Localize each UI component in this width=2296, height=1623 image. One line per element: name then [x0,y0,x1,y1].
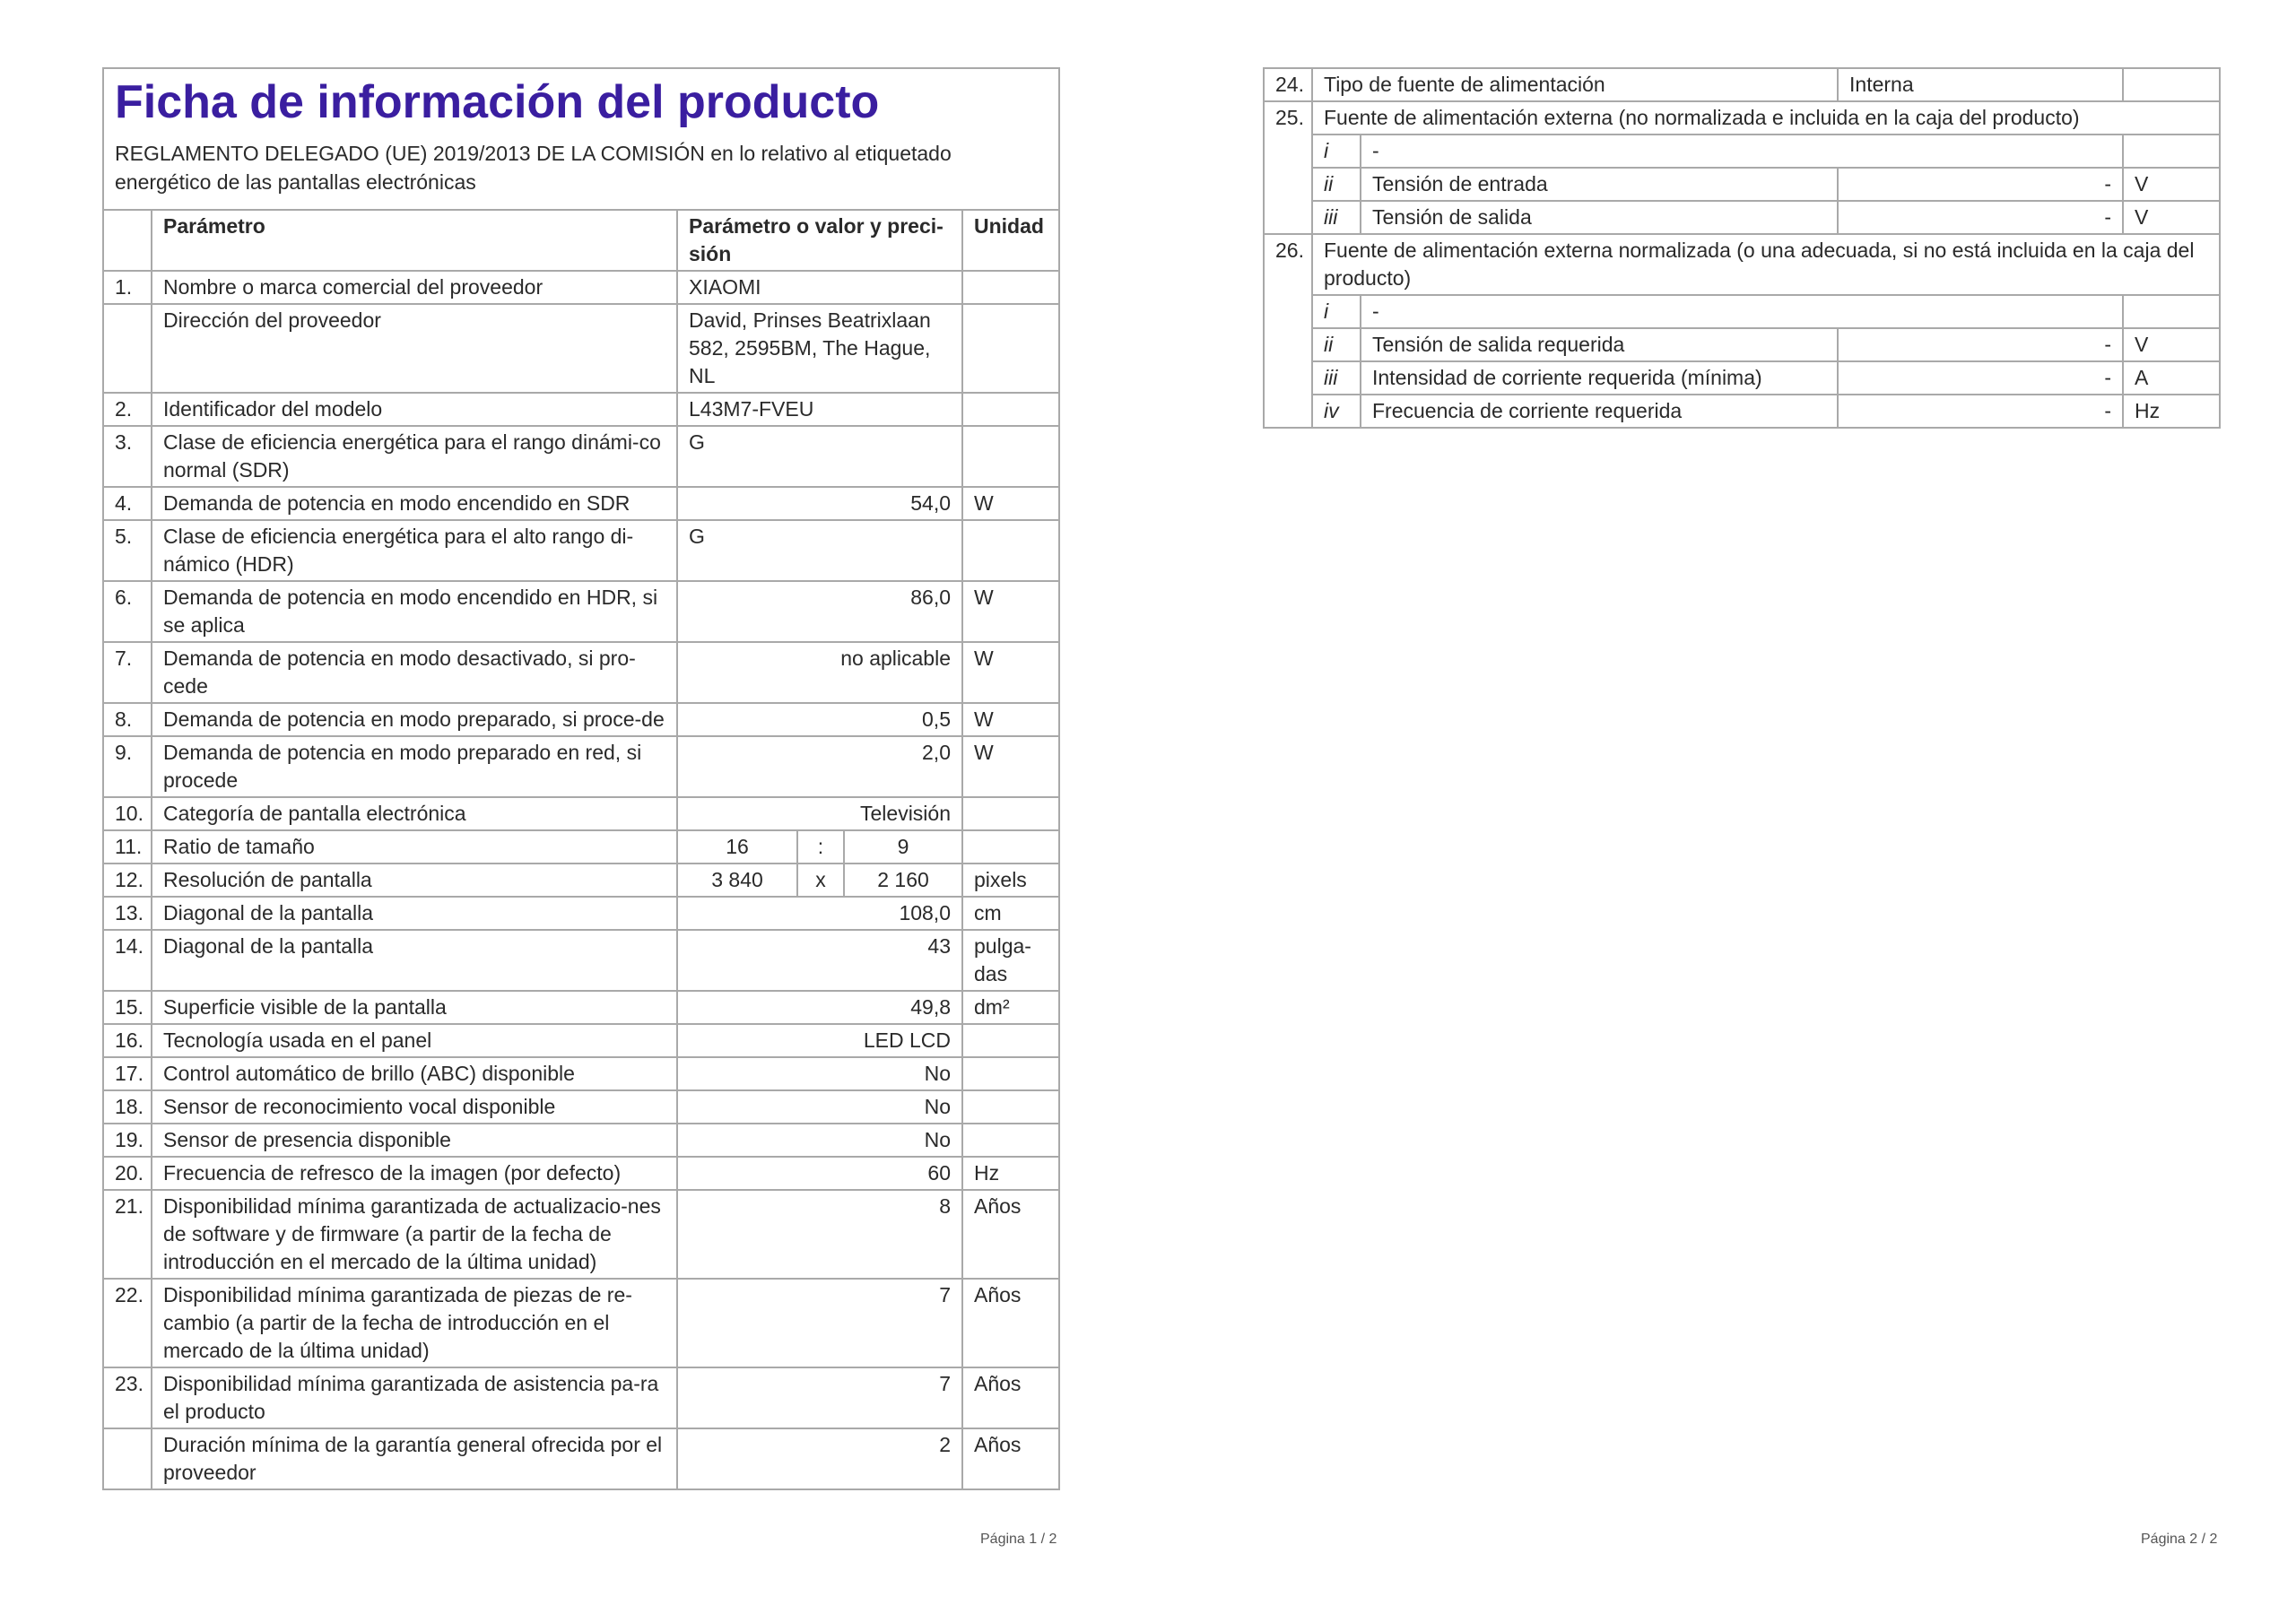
row-num: 24. [1264,68,1312,101]
row-param: Control automático de brillo (ABC) disponible [152,1057,677,1090]
header-parametro: Parámetro [152,210,677,271]
sub-value: - [1838,361,2123,395]
row-unit [962,393,1059,426]
row-num: 3. [103,426,152,487]
row-value: No [677,1124,962,1157]
sub-row [1264,201,2220,234]
sub-param: Tensión de salida [1361,201,1838,234]
row-param: Tecnología usada en el panel [152,1024,677,1057]
footer-page-number: 1 / 2 [1029,1532,1057,1547]
table-row [103,1124,1059,1157]
row-value: 108,0 [677,897,962,930]
row-unit: W [962,642,1059,703]
page-footer-2 [2141,1532,2217,1548]
row-unit: W [962,703,1059,736]
row-unit: Años [962,1190,1059,1279]
table-body [103,271,1059,1489]
row-num: 13. [103,897,152,930]
row-num: 20. [103,1157,152,1190]
row-param: Tipo de fuente de alimentación [1312,68,1838,101]
row-param: Categoría de pantalla electrónica [152,797,677,830]
row-num: 15. [103,991,152,1024]
row-unit [962,271,1059,304]
row-value-a: 3 840 [677,864,797,897]
row-num [103,304,152,393]
row-param: Resolución de pantalla [152,864,677,897]
row-unit: Años [962,1279,1059,1367]
sub-unit: Hz [2123,395,2220,428]
sub-row [1264,295,2220,328]
sub-unit [2123,135,2220,168]
row-param: Demanda de potencia en modo encendido en SDR [152,487,677,520]
row-value: XIAOMI [677,271,962,304]
row-num: 7. [103,642,152,703]
row-unit: pixels [962,864,1059,897]
row-unit [962,1090,1059,1124]
sub-roman: iii [1312,361,1361,395]
table-row [103,1090,1059,1124]
row-unit [962,1124,1059,1157]
row-param: Demanda de potencia en modo desactivado, si pro-cede [152,642,677,703]
sub-unit [2123,295,2220,328]
row-num: 9. [103,736,152,797]
row-param: Clase de eficiencia energética para el alto rango di-námico (HDR) [152,520,677,581]
sub-row [1264,395,2220,428]
table-row [103,797,1059,830]
row-value: Interna [1838,68,2123,101]
row-value: Televisión [677,797,962,830]
row-param: Superficie visible de la pantalla [152,991,677,1024]
sub-roman: iv [1312,395,1361,428]
row-num: 12. [103,864,152,897]
row-value: 86,0 [677,581,962,642]
table-row [103,1428,1059,1489]
table-row [1264,101,2220,135]
table-row [103,1367,1059,1428]
row-num: 21. [103,1190,152,1279]
row-param: Ratio de tamaño [152,830,677,864]
row-param: Demanda de potencia en modo encendido en HDR, si se aplica [152,581,677,642]
row-num: 17. [103,1057,152,1090]
row-unit [962,797,1059,830]
row-param: Diagonal de la pantalla [152,897,677,930]
footer-page-number: 2 / 2 [2189,1532,2218,1547]
row-param: Identificador del modelo [152,393,677,426]
row-param: Demanda de potencia en modo preparado en red, si procede [152,736,677,797]
table-row [103,1190,1059,1279]
table-row [103,736,1059,797]
table-row [103,1057,1059,1090]
table-row [103,991,1059,1024]
table-row [103,930,1059,991]
table-row [1264,68,2220,101]
row-unit [962,520,1059,581]
row-unit: Años [962,1428,1059,1489]
row-num: 22. [103,1279,152,1367]
sub-unit: V [2123,328,2220,361]
sub-value: - [1838,168,2123,201]
footer-label: Página [980,1532,1025,1547]
row-unit: W [962,581,1059,642]
row-value: No [677,1057,962,1090]
sub-row [1264,361,2220,395]
row-unit [962,830,1059,864]
row-param: Disponibilidad mínima garantizada de actualizacio-nes de software y de firmware (a partir de la fecha de introducción en el mercado de la última unidad) [152,1190,677,1279]
table-row [103,581,1059,642]
sub-param: - [1361,295,2123,328]
row-value: G [677,520,962,581]
row-unit: cm [962,897,1059,930]
row-param: Frecuencia de refresco de la imagen (por defecto) [152,1157,677,1190]
table-row [103,1024,1059,1057]
table-row [103,703,1059,736]
row-param: Duración mínima de la garantía general ofrecida por el proveedor [152,1428,677,1489]
row-value: 7 [677,1279,962,1367]
row-num: 4. [103,487,152,520]
row-num [103,1428,152,1489]
table-row [103,1279,1059,1367]
sub-roman: i [1312,295,1361,328]
row-value: 8 [677,1190,962,1279]
row-param: Dirección del proveedor [152,304,677,393]
row-num: 2. [103,393,152,426]
page-footer-1 [980,1532,1057,1548]
title-row [103,68,1059,210]
row-value: 2,0 [677,736,962,797]
sub-unit: V [2123,168,2220,201]
row-param: Disponibilidad mínima garantizada de piezas de re-cambio (a partir de la fecha de introducción en el mercado de la última unidad) [152,1279,677,1367]
row-separator: x [797,864,844,897]
row-num: 19. [103,1124,152,1157]
sub-unit: A [2123,361,2220,395]
row-unit: dm² [962,991,1059,1024]
row-num: 25. [1264,101,1312,234]
header-valor: Parámetro o valor y preci-sión [677,210,962,271]
row-num: 1. [103,271,152,304]
row-value: 54,0 [677,487,962,520]
table-row [103,1157,1059,1190]
row-unit [962,1057,1059,1090]
table-row [103,642,1059,703]
row-value: 60 [677,1157,962,1190]
table-row [1264,234,2220,295]
row-num: 11. [103,830,152,864]
product-info-table [102,67,1060,1490]
sub-param: Frecuencia de corriente requerida [1361,395,1838,428]
table-row [103,393,1059,426]
row-unit [2123,68,2220,101]
row-unit: W [962,736,1059,797]
row-value: G [677,426,962,487]
row-value: No [677,1090,962,1124]
sub-value: - [1838,201,2123,234]
row-value: 0,5 [677,703,962,736]
row-num: 23. [103,1367,152,1428]
row-num: 10. [103,797,152,830]
row-num: 18. [103,1090,152,1124]
row-num: 16. [103,1024,152,1057]
row-param: Fuente de alimentación externa normalizada (o una adecuada, si no está incluida en la caja del producto) [1312,234,2220,295]
sub-value: - [1838,328,2123,361]
header-unidad: Unidad [962,210,1059,271]
table-row [103,487,1059,520]
sub-param: - [1361,135,2123,168]
row-value: David, Prinses Beatrixlaan 582, 2595BM, The Hague, NL [677,304,962,393]
row-value-a: 16 [677,830,797,864]
sub-unit: V [2123,201,2220,234]
row-param: Fuente de alimentación externa (no normalizada e incluida en la caja del producto) [1312,101,2220,135]
row-value-b: 9 [844,830,962,864]
sub-roman: ii [1312,328,1361,361]
row-param: Disponibilidad mínima garantizada de asistencia pa-ra el producto [152,1367,677,1428]
footer-label: Página [2141,1532,2186,1547]
row-unit: Años [962,1367,1059,1428]
row-num: 8. [103,703,152,736]
sub-param: Intensidad de corriente requerida (mínima) [1361,361,1838,395]
row-value: 43 [677,930,962,991]
row-num: 26. [1264,234,1312,428]
table-row [103,520,1059,581]
sub-roman: iii [1312,201,1361,234]
row-param: Demanda de potencia en modo preparado, si proce-de [152,703,677,736]
row-param: Clase de eficiencia energética para el rango dinámi-co normal (SDR) [152,426,677,487]
table-row [103,830,1059,864]
row-value: L43M7-FVEU [677,393,962,426]
row-num: 14. [103,930,152,991]
row-param: Sensor de reconocimiento vocal disponible [152,1090,677,1124]
row-unit [962,304,1059,393]
table-row [103,426,1059,487]
row-value-b: 2 160 [844,864,962,897]
sub-value: - [1838,395,2123,428]
row-unit: Hz [962,1157,1059,1190]
row-unit [962,1024,1059,1057]
sub-param: Tensión de entrada [1361,168,1838,201]
row-value: LED LCD [677,1024,962,1057]
row-param: Sensor de presencia disponible [152,1124,677,1157]
page-title: Ficha de información del producto [115,76,880,128]
row-num: 5. [103,520,152,581]
row-value: 7 [677,1367,962,1428]
row-value: 49,8 [677,991,962,1024]
table-row [103,271,1059,304]
sub-roman: i [1312,135,1361,168]
sub-roman: ii [1312,168,1361,201]
row-value: no aplicable [677,642,962,703]
row-param: Diagonal de la pantalla [152,930,677,991]
sub-row [1264,328,2220,361]
power-supply-table [1263,67,2221,429]
table-row [103,897,1059,930]
row-num: 6. [103,581,152,642]
table-header-row [103,210,1059,271]
row-separator: : [797,830,844,864]
sub-param: Tensión de salida requerida [1361,328,1838,361]
header-num [103,210,152,271]
sub-row [1264,135,2220,168]
sub-row [1264,168,2220,201]
row-value: 2 [677,1428,962,1489]
row-param: Nombre o marca comercial del proveedor [152,271,677,304]
regulation-subtitle: REGLAMENTO DELEGADO (UE) 2019/2013 DE LA COMISIÓN en lo relativo al etiquetado energético de las pantallas electrónicas [115,142,952,194]
row-unit [962,426,1059,487]
table-row [103,864,1059,897]
row-unit: W [962,487,1059,520]
table-row [103,304,1059,393]
row-unit: pulga-das [962,930,1059,991]
